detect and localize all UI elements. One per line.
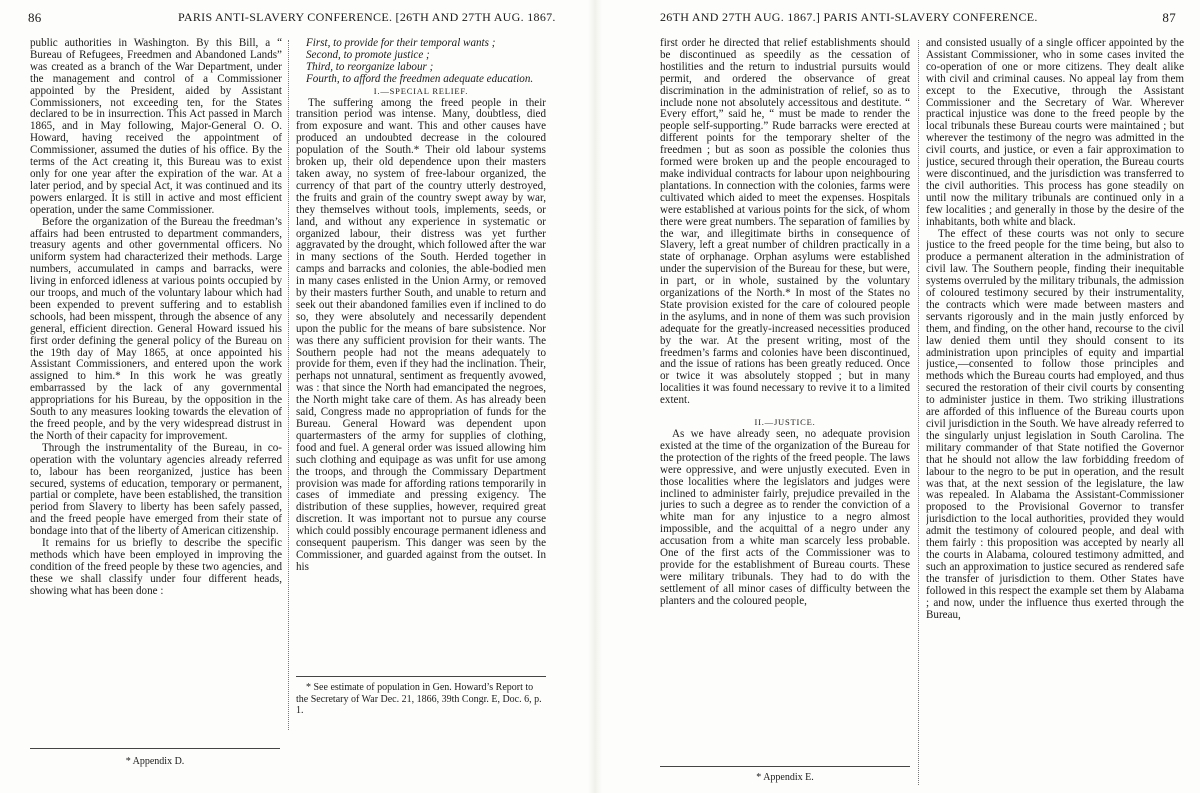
right-running-head xyxy=(660,10,1190,30)
paragraph: The effect of these courts was not only to secure justice to the freed people for the time being, but also to produce a permanent alteration in the administration of civil law. The Southern people, finding their inequitable systems overruled by the military tribunals, the admission of coloured testimony secured by their instrumentality, the contracts which were made between masters and servants rigorously and in the main justly enforced by them, and finding, on the other hand, recourse to the civil law denied them until they should consent to its administration upon principles of equity and impartial justice,—consented to follow those principles and methods which the Bureau courts had employed, and thus secured the restoration of their civil courts by consenting to administer justice in them. Two striking illustrations are afforded of this influence of the Bureau courts upon civil jurisdiction in the South. We have already referred to the singularly unjust legislation in South Carolina. The military commander of that State notified the Governor that he should not allow the law forbidding freedom of labour to the negro to be put in operation, and the result was that, at the next session of the legislature, the law was repealed. In Alabama the Assistant-Commissioner proposed to the Provisional Governor to transfer jurisdiction to the local authorities, provided they would admit the testimony of coloured people, and deal with them fairly : this proposition was accepted by nearly all the courts in Alabama, coloured testimony admitted, and such an approximation to justice secured as rendered safe the transfer of jurisdiction to them. Other States have followed in this respect the example set them by Alabama ; and now, under the influence thus exerted through the Bureau, xyxy=(926,227,1184,621)
footnote: * Appendix E. xyxy=(756,772,814,783)
right-column-1 xyxy=(660,38,910,753)
column-divider xyxy=(918,40,919,785)
section-heading: II.—JUSTICE. xyxy=(754,417,816,428)
right-column-2 xyxy=(926,38,1184,790)
left-running-title: PARIS ANTI-SLAVERY CONFERENCE. [26TH AND 27TH AUG. 1867. xyxy=(178,10,556,24)
right-running-title: 26TH AND 27TH AUG. 1867.] PARIS ANTI-SLAVERY CONFERENCE. xyxy=(660,10,1038,24)
paragraph: Through the instrumentality of the Bureau, in co-operation with the voluntary agencies already referred to, labour has been reorganized, justice has been secured, systems of education, temporary or permanent, partial or complete, have been established, the transition period from Slavery to liberty has been safely passed, and the freed people have emerged from their state of bondage into that of the liberty of American citizenship. xyxy=(30,441,282,538)
paragraph: and consisted usually of a single officer appointed by the Assistant Commissioner, who in some cases invited the co-operation of one or more citizens. They dealt alike with civil and criminal causes. No appeal lay from them except to the Executive, through the Assistant Commissioner and the Secretary of War. Wherever practical injustice was done to the freed people by the local tribunals these Bureau courts were maintained ; but wherever the testimony of the negro was admitted in the civil courts, and justice, or even a fair approximation to justice, secured through their operation, the Bureau courts were discontinued, and the jurisdiction was transferred to the civil authorities. This process has gone steadily on until now the military tribunals are continued only in a few localities ; and generally in those by the desire of the inhabitants, both white and black. xyxy=(926,38,1184,228)
footnote-rule xyxy=(660,766,910,767)
list-item: First, to provide for their temporal wants ; xyxy=(306,38,496,49)
column-divider xyxy=(288,40,289,730)
footnote: * Appendix D. xyxy=(125,756,185,767)
book-gutter xyxy=(588,0,602,793)
paragraph: It remains for us briefly to describe the specific methods which have been employed in improving the condition of the freed people by these two agencies, and these we shall classify under four different heads, showing what has been done : xyxy=(30,537,282,597)
paragraph: Before the organization of the Bureau the freedman’s affairs had been entrusted to department commanders, treasury agents and other governmental officers. No uniform system had characterized their methods. Large numbers, accumulated in camps and barracks, were living in enforced idleness at various points occupied by our troops, and much of the voluntary labour which had been expended to prevent suffering and to establish schools, had been misspent, through the absence of any general, efficient direction. General Howard issued his first order defining the general policy of the Bureau on the 19th day of May 1865, at once appointed his Assistant Commissioners, and entered upon the work assigned to him.* In this work he was greatly embarrassed by the lack of any governmental appropriations for his Bureau, by the opposition in the South to any measures looking towards the elevation of the freed people, and by the very widespread distrust in the North of their capacity for improvement. xyxy=(30,215,282,442)
list-item: Second, to promote justice ; xyxy=(306,48,430,61)
relief-heads-list xyxy=(296,38,546,86)
footnote: * See estimate of population in Gen. Howard’s Report to the Secretary of War Dec. 21, 1866, 39th Congr. E, Doc. 6, p. 1. xyxy=(296,682,542,716)
right-page xyxy=(610,0,1200,793)
footnote-rule xyxy=(296,676,546,677)
paragraph: As we have already seen, no adequate provision existed at the time of the organization of the Bureau for the protection of the rights of the freed people. The laws were oppressive, and were unjustly executed. Even in those localities where the legislators and judges were inclined to administer fairly, prejudice prevailed in the juries to such a degree as to render the conviction of a white man for any injustice to a negro almost impossible, and the acquittal of a negro under any accusation from a white man scarcely less probable. One of the first acts of the Commissioner was to provide for the establishment of Bureau courts. These were military tribunals. They had to do with the settlement of all minor cases of difficulty between the planters and the coloured people, xyxy=(660,428,910,607)
footnote-rule xyxy=(30,748,280,749)
paragraph: public authorities in Washington. By this Bill, a “ Bureau of Refugees, Freedmen and Abandoned Lands” was created as a branch of the War Department, under the management and control of a Commissioner appointed by the President, aided by Assistant Commissioners, not exceeding ten, for the States declared to be in insurrection. This Act passed in March 1865, and in May following, Major-General O. O. Howard, having received the appointment of Commissioner, assumed the duties of his office. By the terms of the Act creating it, this Bureau was to exist only for one year after the expiration of the war. At a later period, and by special Act, it was continued and its powers enlarged. It is still in active and most efficient operation, under the same Commissioner. xyxy=(30,38,282,216)
list-item: Third, to reorganize labour ; xyxy=(306,60,434,73)
list-item: Fourth, to afford the freedmen adequate education. xyxy=(306,72,534,85)
left-running-head xyxy=(28,10,568,30)
left-column-2 xyxy=(296,38,546,658)
right-page-number: 87 xyxy=(1162,10,1176,25)
section-heading: I.—SPECIAL RELIEF. xyxy=(373,85,469,96)
paragraph: The suffering among the freed people in their transition period was intense. Many, doubtless, died from exposure and want. This and other causes have produced an undoubted decrease in the coloured population of the South.* Their old labour systems broken up, their old dependence upon their masters taken away, no system of free-labour organized, the currency of that part of the country utterly destroyed, the fruits and grain of the country swept away by war, they themselves without tools, implements, seeds, or land, and without any experience in systematic or organized labour, their distress was yet further aggravated by the drought, which followed after the war in many sections of the South. Herded together in camps and barracks and colonies, the able-bodied men in many cases enlisted in the Union Army, or removed by their masters further South, and unable to return and seek out their abandoned families even if inclined to do so, they were absolutely and necessarily dependent upon the public for the means of bare subsistence. Nor was there any sufficient provision for their wants. The Southern people had not the means adequately to provide for them, even if they had the inclination. Their, perhaps not unnatural, sentiment as frequently avowed, was : that since the North had emancipated the negroes, the North might take care of them. As has already been said, Congress made no appropriation of funds for the Bureau. General Howard was dependent upon quartermasters of the army for supplies of clothing, food and fuel. A general order was issued allowing him such clothing and equipage as was unfit for use among the troops, and through the Commissary Department provision was made for affording rations temporarily in cases of immediate and pressing exigency. The distribution of these supplies, however, required great discretion. It was important not to pursue any course which could possibly encourage permanent idleness and consequent pauperism. This danger was seen by the Commissioner, and guarded against from the outset. In his xyxy=(296,96,546,573)
left-column-1 xyxy=(30,38,282,728)
paragraph: first order he directed that relief establishments should be discontinued as speedily as the cessation of hostilities and the return to industrial pursuits would permit, and ordered the observance of great discrimination in the administration of relief, so as to include none not absolutely accessitous and destitute. “ Every effort,” said he, “ must be made to render the people self-supporting.” Rude barracks were erected at different points for the temporary shelter of the freedmen ; but as soon as possible the colonies thus formed were broken up and the people encouraged to make individual contracts for labour upon neighbouring plantations. In connection with the colonies, farms were cultivated which aided to meet the expenses. Hospitals were established at various points for the sick, of whom there were great numbers. The separation of families by the war, and illegitimate births in consequence of Slavery, left a great number of children practically in a state of orphanage. Orphan asylums were established under the supervision of the Bureau for these, but were, in part, or in whole, sustained by the voluntary organizations of the North.* In most of the States no State provision existed for the care of coloured people in the asylums, and in none of them was such provision adequate for the greatly-increased necessities produced by the war. At the present writing, most of the freedmen’s farms and colonies have been discontinued, and the issue of rations has been greatly reduced. Once or twice it was absolutely stopped ; but in many localities it was found necessary to revive it to a limited extent. xyxy=(660,38,910,407)
left-page xyxy=(0,0,580,793)
left-page-number: 86 xyxy=(28,10,42,25)
